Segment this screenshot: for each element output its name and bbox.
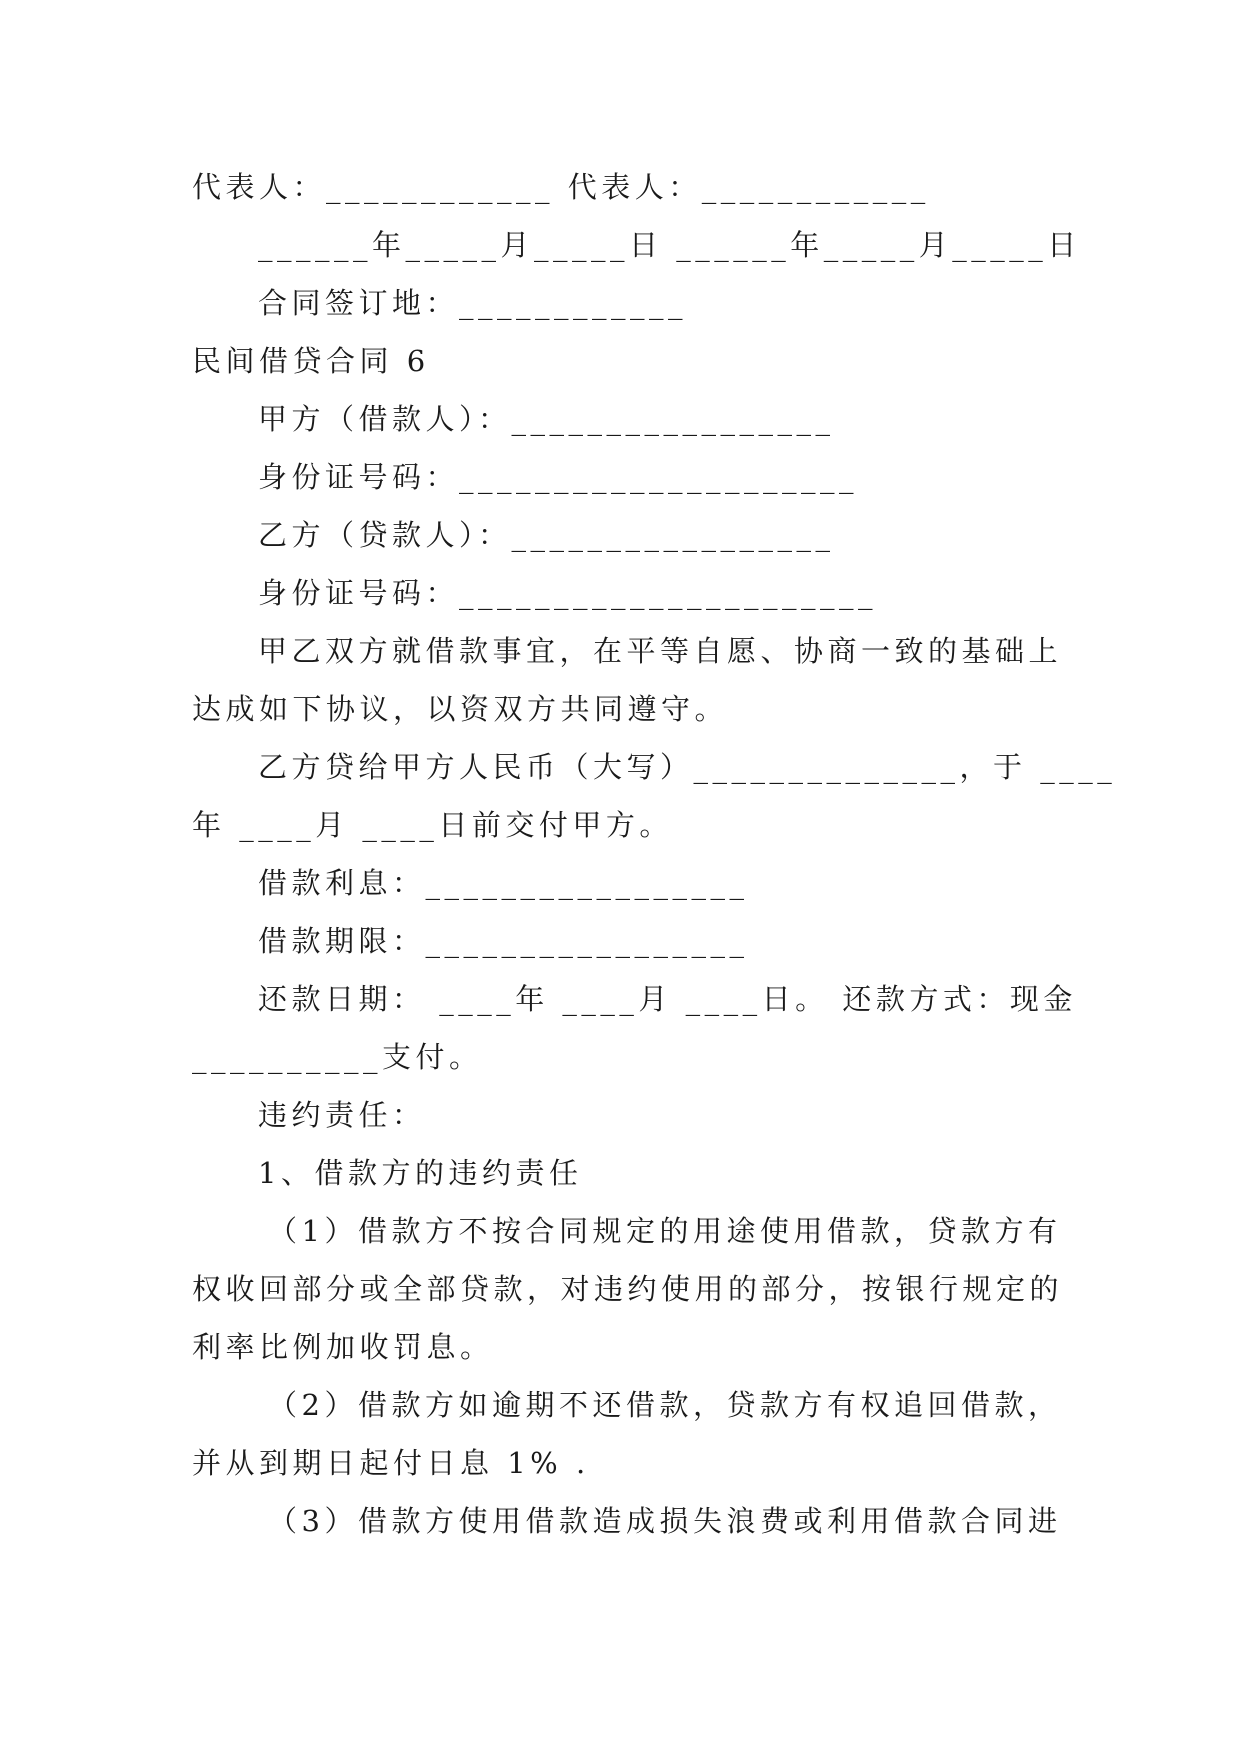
party-a-id-line: 身份证号码：_____________________ [258, 460, 859, 494]
clause-1-line-1: （1）借款方不按合同规定的用途使用借款，贷款方有 [268, 1214, 1062, 1248]
agreement-intro-line-1: 甲乙双方就借款事宜，在平等自愿、协商一致的基础上 [258, 634, 1063, 668]
clause-1-line-2: 权收回部分或全部贷款，对违约使用的部分，按银行规定的 [192, 1272, 1064, 1306]
party-b-id-line: 身份证号码：______________________ [258, 576, 878, 610]
loan-amount-line-2: 年 ____月 ____日前交付甲方。 [192, 808, 673, 842]
party-b-line: 乙方（贷款人）：_________________ [258, 518, 835, 552]
party-a-line: 甲方（借款人）：_________________ [258, 402, 835, 436]
clause-2-line-2: 并从到期日起付日息 1% . [192, 1446, 590, 1480]
repayment-line-1: 还款日期： ____年 ____月 ____日。 还款方式：现金 [258, 982, 1077, 1016]
borrower-liability-heading: 1、借款方的违约责任 [258, 1156, 583, 1190]
signature-date-line: ______年_____月_____日 ______年_____月_____日 [258, 228, 1081, 262]
loan-amount-line-1: 乙方贷给甲方人民币（大写）______________，于 ____ [258, 750, 1117, 784]
agreement-intro-line-2: 达成如下协议，以资双方共同遵守。 [192, 692, 729, 726]
repayment-line-2: __________支付。 [192, 1040, 483, 1074]
loan-term-line: 借款期限：_________________ [258, 924, 749, 958]
clause-2-line-1: （2）借款方如逾期不还借款，贷款方有权追回借款， [268, 1388, 1062, 1422]
clause-3-line-1: （3）借款方使用借款造成损失浪费或利用借款合同进 [268, 1504, 1062, 1538]
liability-heading: 违约责任： [258, 1098, 426, 1132]
contract-heading: 民间借贷合同 6 [192, 344, 430, 378]
clause-1-line-3: 利率比例加收罚息。 [192, 1330, 494, 1364]
loan-interest-line: 借款利息：_________________ [258, 866, 749, 900]
signature-representatives-line: 代表人：____________ 代表人：____________ [192, 170, 930, 204]
signing-place-line: 合同签订地：____________ [258, 286, 688, 320]
